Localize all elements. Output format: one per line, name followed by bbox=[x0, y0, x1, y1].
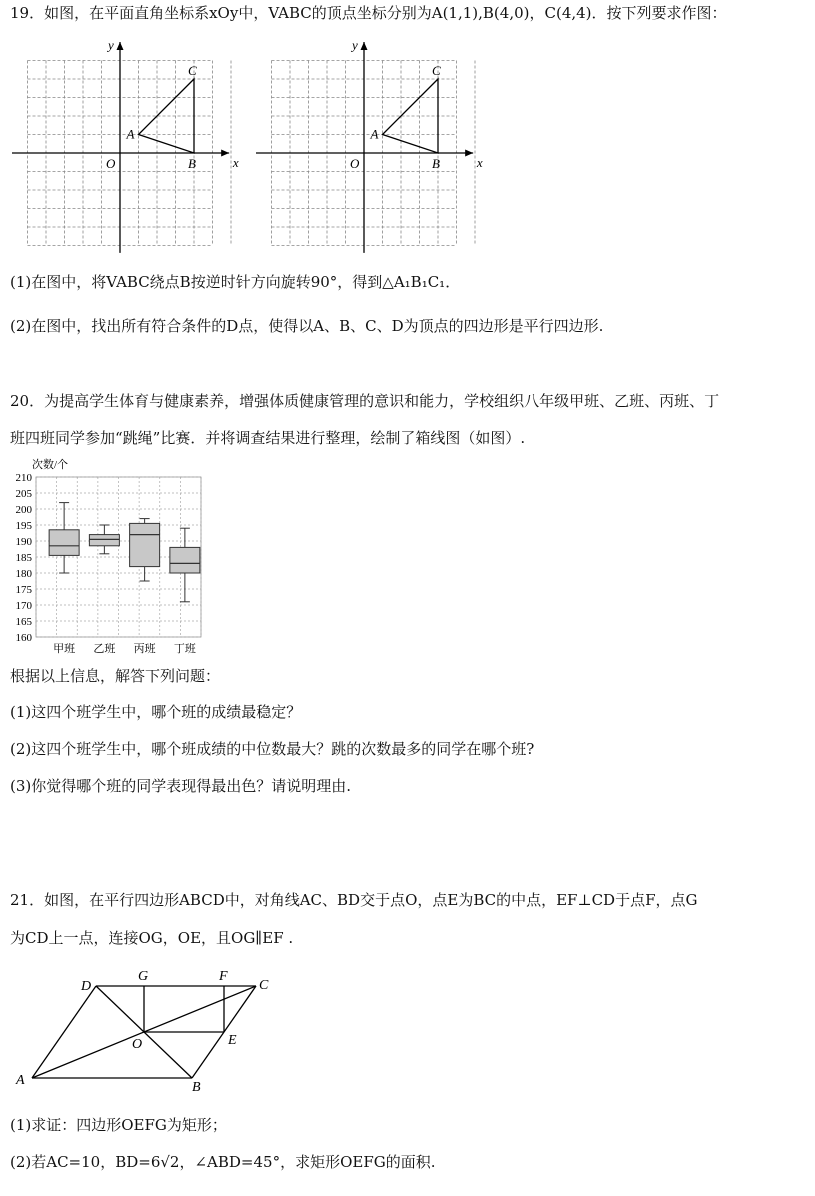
label-o: O bbox=[132, 1037, 143, 1052]
y-tick-label: 190 bbox=[15, 536, 32, 548]
y-tick-label: 165 bbox=[15, 616, 32, 628]
point-b-label: B bbox=[188, 156, 196, 171]
y-tick-label: 185 bbox=[15, 552, 32, 564]
x-category-label: 丙班 bbox=[133, 643, 156, 655]
label-g: G bbox=[138, 969, 149, 984]
y-axis-arrow bbox=[361, 42, 368, 50]
origin-label: O bbox=[350, 156, 360, 171]
x-axis-arrow bbox=[221, 150, 229, 157]
label-f: F bbox=[219, 969, 228, 984]
y-tick-label: 210 bbox=[15, 472, 32, 484]
box-iqr bbox=[130, 523, 160, 566]
y-tick-label: 170 bbox=[15, 600, 32, 612]
q21-parallelogram-figure bbox=[10, 965, 285, 1095]
q21-part2: (2)若AC=10，BD=6√2，∠ABD=45°，求矩形OEFG的面积. bbox=[10, 1153, 436, 1171]
point-a-label: A bbox=[126, 126, 135, 142]
label-d: D bbox=[81, 979, 92, 994]
point-a-label: A bbox=[370, 126, 379, 142]
x-axis-arrow bbox=[465, 150, 473, 157]
y-tick-label: 200 bbox=[15, 504, 32, 516]
y-tick-label: 205 bbox=[15, 488, 32, 500]
label-a: A bbox=[16, 1073, 25, 1088]
box-iqr bbox=[89, 535, 119, 546]
q20-stem-line1: 20．为提高学生体育与健康素养，增强体质健康管理的意识和能力，学校组织八年级甲班、乙班、丙班、丁 bbox=[10, 392, 720, 410]
triangle-abc bbox=[139, 79, 195, 153]
boxplot-chart bbox=[10, 456, 210, 656]
point-c-label: C bbox=[432, 63, 441, 78]
y-tick-label: 195 bbox=[15, 520, 32, 532]
y-axis-label: y bbox=[108, 37, 114, 53]
q19-figure-left bbox=[10, 36, 250, 258]
q19-part2: (2)在图中，找出所有符合条件的D点，使得以A、B、C、D为顶点的四边形是平行四边形. bbox=[10, 317, 604, 335]
y-tick-label: 180 bbox=[15, 568, 32, 580]
q20-part3: (3)你觉得哪个班的同学表现得最出色？请说明理由. bbox=[10, 777, 352, 795]
label-e: E bbox=[228, 1033, 237, 1048]
x-category-label: 丁班 bbox=[173, 643, 196, 655]
label-b: B bbox=[192, 1080, 201, 1095]
x-axis-label: x bbox=[232, 155, 239, 170]
y-axis-arrow bbox=[117, 42, 124, 50]
y-axis-title: 次数/个 bbox=[32, 459, 69, 471]
q20-part1: (1)这四个班学生中，哪个班的成绩最稳定？ bbox=[10, 703, 302, 721]
q21-stem-line1: 21．如图，在平行四边形ABCD中，对角线AC、BD交于点O，点E为BC的中点，EF⊥CD于点F，点G bbox=[10, 891, 698, 909]
q21-part1: (1)求证：四边形OEFG为矩形； bbox=[10, 1116, 227, 1134]
point-b-label: B bbox=[432, 156, 440, 171]
q19-stem: 19．如图，在平面直角坐标系xOy中，VABC的顶点坐标分别为A(1,1),B(4,0)，C(4,4)．按下列要求作图： bbox=[10, 4, 727, 22]
q20-stem-line2: 班四班同学参加“跳绳”比赛．并将调查结果进行整理，绘制了箱线图（如图）. bbox=[10, 429, 526, 447]
triangle-abc bbox=[383, 79, 439, 153]
q21-stem-line2: 为CD上一点，连接OG，OE，且OG∥EF . bbox=[10, 929, 294, 947]
q20-lead: 根据以上信息，解答下列问题： bbox=[10, 667, 221, 685]
y-tick-label: 160 bbox=[15, 632, 32, 644]
x-category-label: 乙班 bbox=[93, 643, 116, 655]
y-axis-label: y bbox=[352, 37, 358, 53]
box-iqr bbox=[170, 547, 200, 573]
point-c-label: C bbox=[188, 63, 197, 78]
box-iqr bbox=[49, 530, 79, 556]
origin-label: O bbox=[106, 156, 116, 171]
q20-part2: (2)这四个班学生中，哪个班成绩的中位数最大？跳的次数最多的同学在哪个班? bbox=[10, 740, 535, 758]
q19-part1: (1)在图中，将VABC绕点B按逆时针方向旋转90°，得到△A₁B₁C₁． bbox=[10, 273, 461, 291]
x-category-label: 甲班 bbox=[53, 643, 76, 655]
q19-figure-right bbox=[254, 36, 494, 258]
x-axis-label: x bbox=[476, 155, 483, 170]
y-tick-label: 175 bbox=[15, 584, 32, 596]
label-c: C bbox=[259, 978, 269, 993]
